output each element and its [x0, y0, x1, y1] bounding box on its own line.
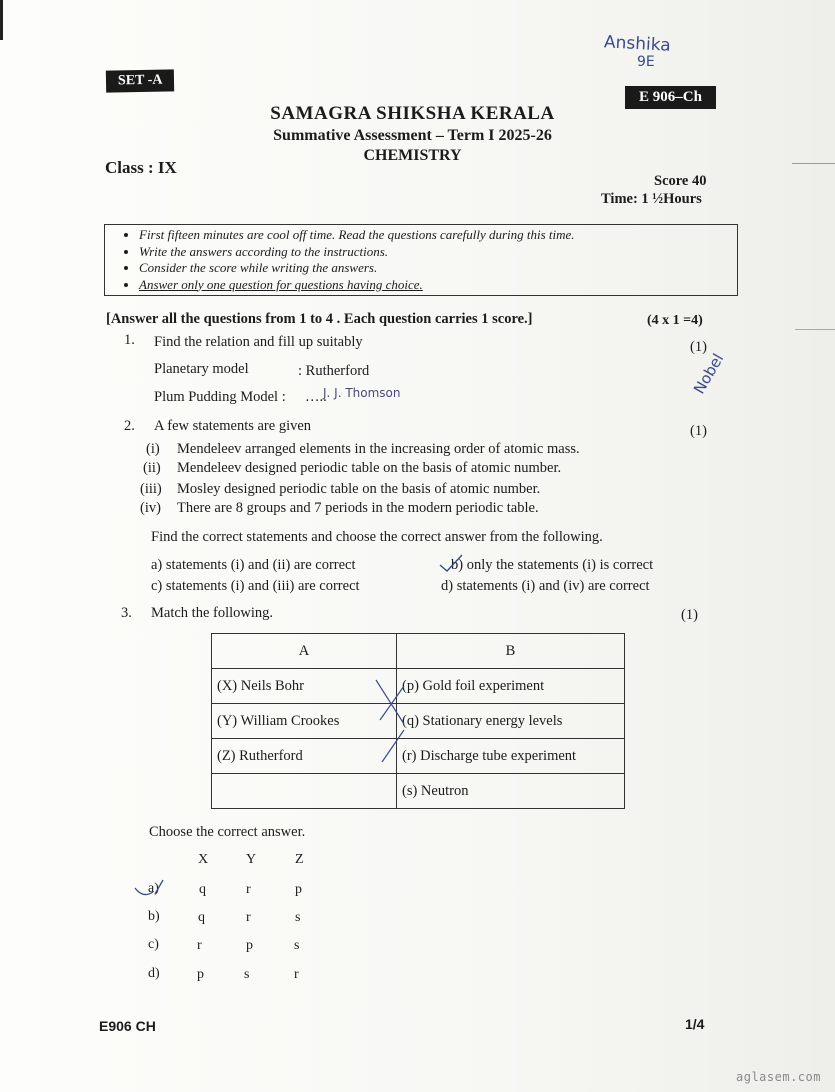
page-crease-line	[792, 163, 835, 164]
answer-z: s	[295, 910, 301, 925]
q3-choose: Choose the correct answer.	[149, 824, 306, 840]
table-cell-a: (Y) William Crookes	[212, 704, 397, 739]
table-cell-b: (p) Gold foil experiment	[397, 669, 625, 704]
table-cell-a: (Z) Rutherford	[212, 739, 397, 774]
score-label: Score 40	[654, 173, 707, 189]
class-label: Class : IX	[105, 158, 177, 177]
org-title: SAMAGRA SHIKSHA KERALA	[270, 103, 555, 124]
q1-text: Find the relation and fill up suitably	[154, 334, 363, 350]
answer-y: p	[246, 938, 253, 953]
answer-y: r	[246, 910, 251, 925]
section-heading: [Answer all the questions from 1 to 4 . Each question carries 1 score.]	[106, 311, 533, 327]
answer-option: c)	[148, 937, 159, 952]
q3-text: Match the following.	[151, 605, 274, 621]
q2-option-b: b) only the statements (i) is correct	[451, 557, 654, 573]
handwritten-class-note: 9E	[637, 54, 655, 70]
answer-y: s	[244, 967, 250, 982]
answer-option: b)	[148, 909, 160, 924]
instruction-item: • First fifteen minutes are cool off time. Read the questions carefully during this time.	[139, 227, 737, 244]
answer-z: s	[294, 938, 300, 953]
table-row	[212, 739, 625, 774]
table-cell-b: (q) Stationary energy levels	[397, 704, 625, 739]
page-edge-mark	[0, 0, 3, 40]
q2-statement-num: (iii)	[140, 481, 162, 497]
q1-row1-label: Planetary model	[154, 361, 249, 377]
instruction-item: • Write the answers according to the instructions.	[139, 244, 737, 261]
answer-header-y: Y	[246, 852, 257, 867]
q2-tick-mark-icon	[438, 552, 466, 576]
q2-statement-text: Mendeleev designed periodic table on the basis of atomic number.	[177, 460, 562, 476]
exam-title: Summative Assessment – Term I 2025-26	[273, 127, 552, 144]
q1-row2-dots: …..	[305, 389, 327, 405]
answer-y: r	[246, 882, 251, 897]
q2-option-a: a) statements (i) and (ii) are correct	[151, 557, 356, 573]
q2-instruction: Find the correct statements and choose the correct answer from the following.	[151, 529, 603, 545]
match-lines-scribble-icon	[370, 672, 410, 767]
table-cell-a: (X) Neils Bohr	[212, 669, 397, 704]
q2-statement-text: There are 8 groups and 7 periods in the modern periodic table.	[177, 500, 539, 516]
q2-statement-text: Mosley designed periodic table on the basis of atomic number.	[177, 481, 541, 497]
answer-x: q	[199, 882, 206, 897]
handwritten-name: Anshika	[603, 32, 672, 56]
q2-option-c: c) statements (i) and (iii) are correct	[151, 578, 360, 594]
q1-margin-note: Nobel	[690, 350, 728, 397]
q2-statement-num: (iv)	[140, 500, 161, 516]
q3-score: (1)	[681, 607, 698, 623]
watermark: aglasem.com	[736, 1070, 821, 1084]
table-header-b: B	[397, 634, 625, 669]
table-header-a: A	[212, 634, 397, 669]
subject-title: CHEMISTRY	[363, 147, 462, 164]
q2-statement-text: Mendeleev arranged elements in the increasing order of atomic mass.	[177, 441, 580, 457]
table-cell-b: (r) Discharge tube experiment	[397, 739, 625, 774]
q1-number: 1.	[124, 332, 135, 348]
answer-x: r	[197, 938, 202, 953]
answer-tick-mark-icon	[133, 876, 171, 900]
q1-row2-label: Plum Pudding Model :	[154, 389, 286, 405]
table-cell-a	[212, 774, 397, 809]
answer-x: q	[198, 910, 205, 925]
match-table	[211, 633, 625, 809]
answer-option: a)	[148, 881, 159, 896]
answer-z: p	[295, 882, 302, 897]
q2-score: (1)	[690, 423, 707, 439]
q2-option-d: d) statements (i) and (iv) are correct	[441, 578, 650, 594]
table-row	[212, 774, 625, 809]
answer-header-x: X	[198, 852, 209, 867]
section-marks: (4 x 1 =4)	[647, 313, 703, 328]
answer-x: p	[197, 967, 204, 982]
q1-row1-value: : Rutherford	[298, 363, 370, 379]
q2-statement-num: (ii)	[143, 460, 161, 476]
table-header-row	[212, 634, 625, 669]
instruction-item: • Consider the score while writing the answers.	[139, 260, 737, 277]
q2-number: 2.	[124, 418, 135, 434]
q1-score: (1)	[690, 339, 707, 355]
q2-text: A few statements are given	[154, 418, 312, 434]
table-row	[212, 669, 625, 704]
answer-z: r	[294, 967, 299, 982]
footer-code: E906 CH	[99, 1018, 156, 1034]
instruction-item: • Answer only one question for questions having choice.	[139, 277, 737, 294]
set-label: SET -A	[106, 69, 175, 92]
answer-option: d)	[148, 966, 160, 981]
footer-page: 1/4	[685, 1016, 705, 1032]
q3-number: 3.	[121, 605, 132, 621]
instructions-box	[104, 224, 738, 296]
time-label: Time: 1 ½Hours	[601, 191, 702, 207]
paper-code: E 906–Ch	[625, 86, 716, 109]
page-crease-line	[795, 329, 835, 330]
answer-header-z: Z	[295, 852, 304, 867]
q2-statement-num: (i)	[146, 441, 160, 457]
table-row	[212, 704, 625, 739]
table-cell-b: (s) Neutron	[397, 774, 625, 809]
q1-handwritten-answer: J. J. Thomson	[323, 386, 401, 400]
